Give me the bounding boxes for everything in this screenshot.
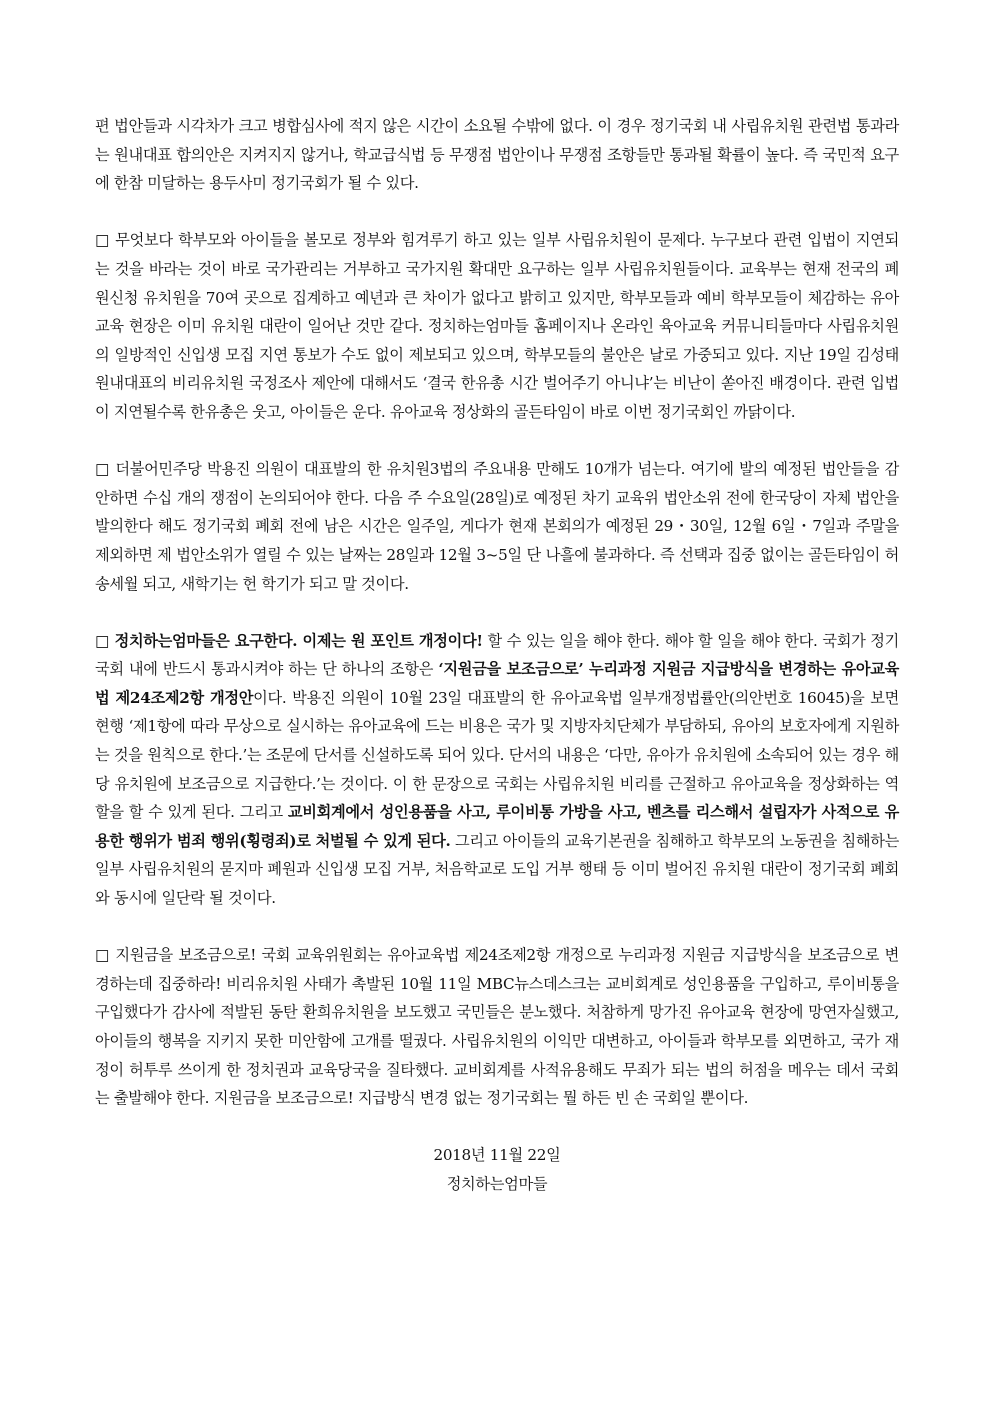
body-text: □ 지원금을 보조금으로! 국회 교육위원회는 유아교육법 제24조제2항 개정으로 누리과정 지원금 지급방식을 보조금으로 변경하는데 집중하라! 비리유치원 사태가 촉발된 10월 11일 MBC뉴스데스크는 교비회계로 성인용품을 구입하고, 루이비통을 구입했다가 감사에 적발된 동탄 환희유치원을 보도했고 국민들은 분노했다. 처참하게 망가진 유아교육 현장에 망연자실했고, 아이들의 행복을 지키지 못한 미안함에 고개를 떨궜다. 사립유치원의 이익만 대변하고, 아이들과 학부모를 외면하고, 국가 재정이 허투루 쓰이게 한 정치권과 교육당국을 질타했다. 교비회계를 사적유용해도 무죄가 되는 법의 허점을 메우는 데서 국회는 출발해야 한다. 지원금을 보조금으로! 지급방식 변경 없는 정기국회는 뭘 하든 빈 손 국회일 뿐이다.	[95, 946, 899, 1108]
body-text: □ 무엇보다 학부모와 아이들을 볼모로 정부와 힘겨루기 하고 있는 일부 사립유치원이 문제다. 누구보다 관련 입법이 지연되는 것을 바라는 것이 바로 국가관리는 거부하고 국가지원 확대만 요구하는 일부 사립유치원들이다. 교육부는 현재 전국의 폐원신청 유치원을 70여 곳으로 집계하고 예년과 큰 차이가 없다고 밝히고 있지만, 학부모들과 예비 학부모들이 체감하는 유아교육 현장은 이미 유치원 대란이 일어난 것만 같다. 정치하는엄마들 홈페이지나 온라인 육아교육 커뮤니티들마다 사립유치원의 일방적인 신입생 모집 지연 통보가 수도 없이 제보되고 있으며, 학부모들의 불안은 날로 가중되고 있다. 지난 19일 김성태 원내대표의 비리유치원 국정조사 제안에 대해서도 ‘결국 한유총 시간 벌어주기 아니냐’는 비난이 쏟아진 배경이다. 관련 입법이 지연될수록 한유총은 웃고, 아이들은 운다. 유아교육 정상화의 골든타임이 바로 이번 정기국회인 까닭이다.	[95, 231, 899, 421]
emphasis-text: ‘지원금을 보조금으로’ 누리과정 지원금 지급방식을 변경하는 유아교육법 제24조제2항 개정안	[95, 660, 899, 707]
paragraph-5	[95, 941, 899, 1113]
paragraph-2	[95, 226, 899, 426]
body-text: □ 더불어민주당 박용진 의원이 대표발의 한 유치원3법의 주요내용 만해도 10개가 넘는다. 여기에 발의 예정된 법안들을 감안하면 수십 개의 쟁점이 논의되어야 한다. 다음 주 수요일(28일)로 예정된 차기 교육위 법안소위 전에 한국당이 자체 법안을 발의한다 해도 정기국회 폐회 전에 남은 시간은 일주일, 게다가 현재 본회의가 예정된 29・30일, 12월 6일・7일과 주말을 제외하면 제 법안소위가 열릴 수 있는 날짜는 28일과 12월 3~5일 단 나흘에 불과하다. 즉 선택과 집중 없이는 골든타임이 허송세월 되고, 새학기는 헌 학기가 되고 말 것이다.	[95, 460, 899, 593]
document-body	[95, 112, 899, 1199]
emphasis-text: □ 정치하는엄마들은 요구한다. 이제는 원 포인트 개정이다!	[95, 631, 483, 650]
paragraph-1	[95, 112, 899, 198]
paragraph-4	[95, 627, 899, 913]
body-text: 편 법안들과 시각차가 크고 병합심사에 적지 않은 시간이 소요될 수밖에 없다. 이 경우 정기국회 내 사립유치원 관련법 통과라는 원내대표 합의안은 지켜지지 않거나, 학교급식법 등 무쟁점 법안이나 무쟁점 조항들만 통과될 확률이 높다. 즉 국민적 요구에 한참 미달하는 용두사미 정기국회가 될 수 있다.	[95, 117, 899, 193]
paragraph-3	[95, 455, 899, 598]
statement-date: 2018년 11월 22일	[433, 1146, 561, 1165]
body-text: 할 수 있는 일을 해야 한다. 해야 할 일을 해야 한다. 국회가 정기국회 내에 반드시 통과시켜야 하는 단 하나의 조항은	[95, 631, 899, 679]
emphasis-text: 교비회계에서 성인용품을 사고, 루이비통 가방을 사고, 벤츠를 리스해서 설립자가 사적으로 유용한 행위가 범죄 행위(횡령죄)로 처벌될 수 있게 된다.	[95, 803, 900, 850]
body-text: 그리고 아이들의 교육기본권을 침해하고 학부모의 노동권을 침해하는 일부 사립유치원의 묻지마 폐원과 신입생 모집 거부, 처음학교로 도입 거부 행태 등 이미 벌어진 유치원 대란이 정기국회 폐회와 동시에 일단락 될 것이다.	[95, 831, 899, 908]
body-text: 이다. 박용진 의원이 10월 23일 대표발의 한 유아교육법 일부개정법률안(의안번호 16045)을 보면 현행 ‘제1항에 따라 무상으로 실시하는 유아교육에 드는 비용은 국가 및 지방자치단체가 부담하되, 유아의 보호자에게 지원하는 것을 원칙으로 한다.’는 조문에 단서를 신설하도록 되어 있다. 단서의 내용은 ‘다만, 유아가 유치원에 소속되어 있는 경우 해당 유치원에 보조금으로 지급한다.’는 것이다. 이 한 문장으로 국회는 사립유치원 비리를 근절하고 유아교육을 정상화하는 역할을 할 수 있게 된다. 그리고	[95, 688, 899, 822]
statement-signature: 정치하는엄마들	[446, 1174, 548, 1193]
